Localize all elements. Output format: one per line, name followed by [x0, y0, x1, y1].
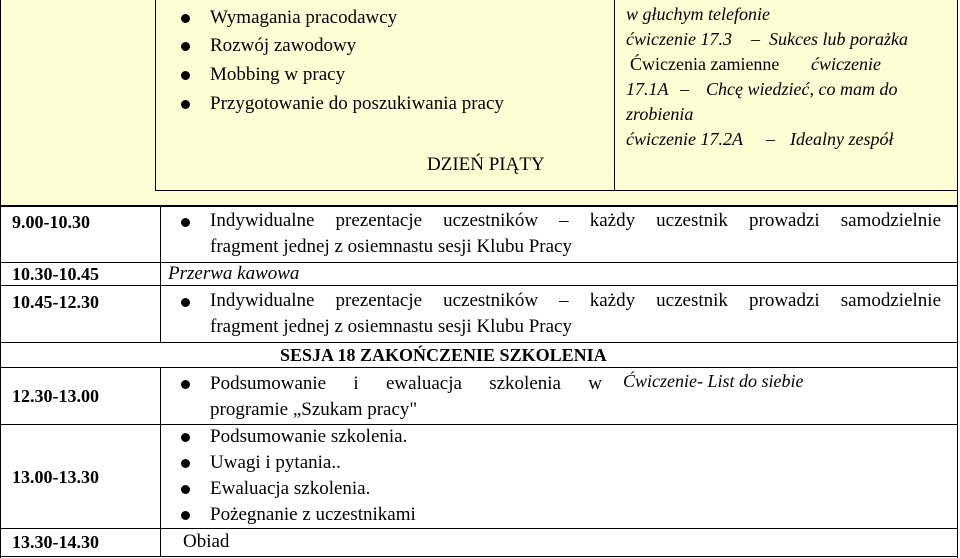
top-col-divider-2: [614, 0, 615, 190]
time-cell: 10.30-10.45: [12, 264, 99, 284]
border-right: [957, 0, 958, 558]
time-cell: 9.00-10.30: [12, 212, 90, 232]
bullet-icon: [181, 380, 190, 389]
bullet-icon: [181, 100, 190, 109]
top-row-bottom: [155, 190, 957, 191]
row-text: Przerwa kawowa: [168, 263, 300, 284]
time-cell: 13.30-14.30: [12, 532, 99, 552]
bullet-icon: [181, 42, 190, 51]
row-text: Indywidualne prezentacje uczestników – każdy uczestnik prowadzi samodzielnie: [210, 290, 941, 311]
row5-bottom: [0, 528, 958, 529]
top-block-bottom: [0, 205, 958, 207]
bullet-icon: [181, 218, 190, 227]
exercise-line: ćwiczenie 17.3: [626, 29, 732, 49]
session-bottom: [0, 367, 958, 368]
row-text: fragment jednej z osiemnastu sesji Klubu Pracy: [210, 236, 572, 257]
list-item: Przygotowanie do poszukiwania pracy: [210, 93, 504, 114]
list-item: Pożegnanie z uczestnikami: [210, 504, 416, 525]
row4-bottom: [0, 424, 958, 425]
bullet-icon: [181, 485, 190, 494]
row-text: Obiad: [183, 531, 230, 552]
bullet-icon: [181, 71, 190, 80]
time-cell: 10.45-12.30: [12, 292, 99, 312]
bullet-icon: [181, 298, 190, 307]
bullet-icon: [181, 433, 190, 442]
list-item: Mobbing w pracy: [210, 64, 346, 85]
dash: –: [751, 29, 760, 49]
exercise-line: ćwiczenie: [811, 54, 881, 74]
session-header: SESJA 18 ZAKOŃCZENIE SZKOLENIA: [280, 345, 607, 365]
time-cell: 13.00-13.30: [12, 467, 99, 487]
exercise-line: zrobienia: [626, 104, 694, 124]
exercise-line: Sukces lub porażka: [769, 29, 908, 49]
row1-bottom: [0, 262, 958, 263]
bullet-icon: [181, 511, 190, 520]
time-col-divider-b: [160, 367, 161, 557]
bullet-icon: [181, 459, 190, 468]
row-text: Indywidualne prezentacje uczestników – każdy uczestnik prowadzi samodzielnie: [210, 210, 941, 231]
border-left: [0, 0, 1, 558]
exercise-text: Ćwiczenie- List do siebie: [623, 371, 804, 391]
time-cell: 12.30-13.00: [12, 386, 99, 406]
row-text: Podsumowanie i ewaluacja szkolenia w: [210, 373, 602, 394]
row-text: fragment jednej z osiemnastu sesji Klubu Pracy: [210, 316, 572, 337]
list-item: Ewaluacja szkolenia.: [210, 478, 371, 499]
time-col-divider-a: [160, 207, 161, 343]
row-text: programie „Szukam pracy": [210, 399, 418, 420]
exercise-line: w głuchym telefonie: [626, 4, 770, 24]
exercise-line: Ćwiczenia zamienne: [630, 54, 780, 74]
top-left-cell: [0, 0, 155, 205]
row3-bottom: [0, 342, 958, 343]
list-item: Wymagania pracodawcy: [210, 7, 398, 28]
exercise-line: Chcę wiedzieć, co mam do: [706, 79, 898, 99]
list-item: Rozwój zawodowy: [210, 35, 357, 56]
page-bottom: [0, 556, 958, 557]
row2-bottom: [0, 285, 958, 286]
bullet-icon: [181, 14, 190, 23]
exercise-line: Idealny zespół: [790, 129, 894, 149]
top-col-divider-1: [155, 0, 156, 190]
list-item: Uwagi i pytania..: [210, 452, 341, 473]
list-item: Podsumowanie szkolenia.: [210, 426, 408, 447]
exercise-line: ćwiczenie 17.2A: [626, 129, 743, 149]
dash: –: [680, 79, 689, 99]
dash: –: [766, 129, 775, 149]
exercise-line: 17.1A: [626, 79, 669, 99]
day-label: DZIEŃ PIĄTY: [427, 154, 545, 175]
